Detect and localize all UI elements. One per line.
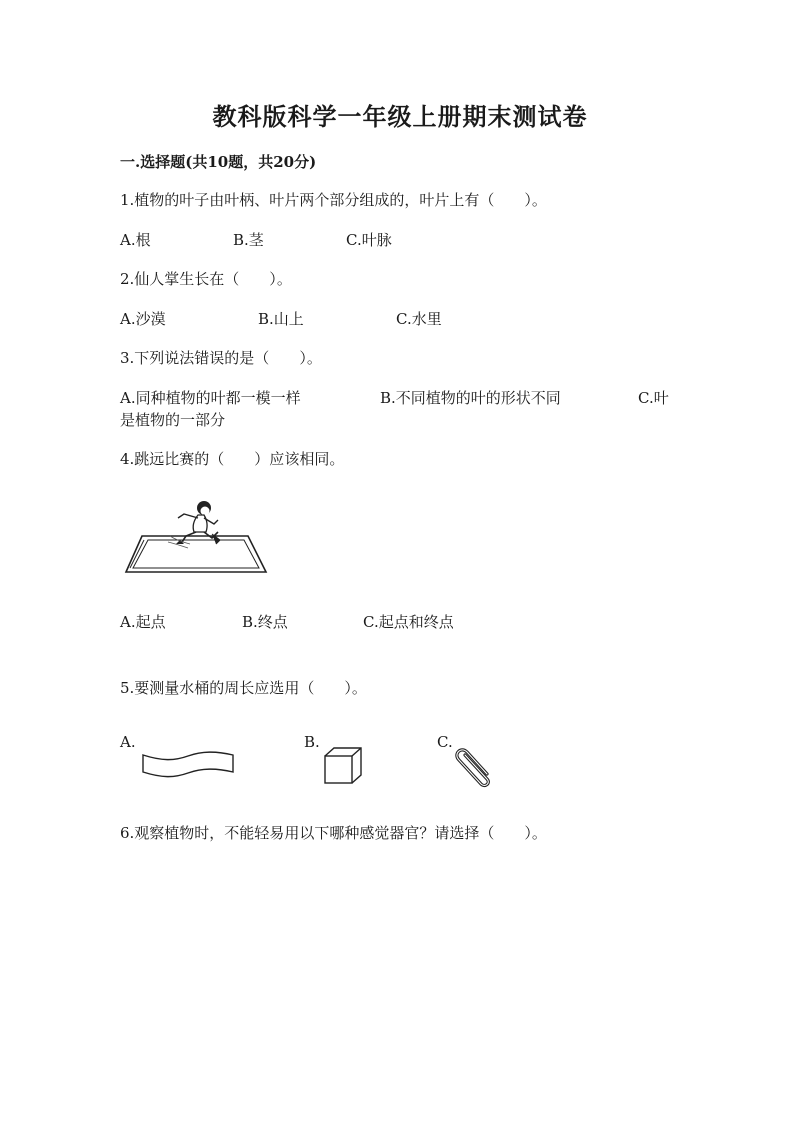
long-jump-figure [120,496,270,578]
paperclip-figure [451,743,497,789]
question-5-option-a: A. [120,733,136,751]
question-3-option-a: A.同种植物的叶都一模一样 [120,389,301,407]
question-2-option-c: C.水里 [396,310,442,328]
question-1-option-a: A.根 [120,231,151,249]
question-4-option-c: C.起点和终点 [363,613,454,631]
question-3-stem: 3.下列说法错误的是（ ）。 [120,349,322,367]
question-1-stem: 1.植物的叶子由叶柄、叶片两个部分组成的，叶片上有（ ）。 [120,191,547,209]
page-title: 教科版科学一年级上册期末测试卷 [212,102,588,131]
question-5-option-b: B. [304,733,320,751]
question-4-stem: 4.跳远比赛的（ ）应该相同。 [120,450,345,468]
question-4-option-b: B.终点 [242,613,288,631]
question-5-option-c: C. [437,733,453,751]
ribbon-figure [140,748,236,782]
question-3-option-b: B.不同植物的叶的形状不同 [380,389,561,407]
cube-figure [322,745,364,787]
question-1-option-b: B.茎 [233,231,264,249]
question-3-option-c-continued: 是植物的一部分 [120,411,226,429]
question-5-stem: 5.要测量水桶的周长应选用（ ）。 [120,679,367,697]
question-1-option-c: C.叶脉 [346,231,392,249]
question-2-option-a: A.沙漠 [120,310,166,328]
question-6-stem: 6.观察植物时，不能轻易用以下哪种感觉器官？请选择（ ）。 [120,824,547,842]
question-2-option-b: B.山上 [258,310,304,328]
section-heading: 一.选择题(共10题，共20分) [120,153,317,171]
question-4-option-a: A.起点 [120,613,166,631]
question-2-stem: 2.仙人掌生长在（ ）。 [120,270,292,288]
question-3-option-c: C.叶 [638,389,669,407]
